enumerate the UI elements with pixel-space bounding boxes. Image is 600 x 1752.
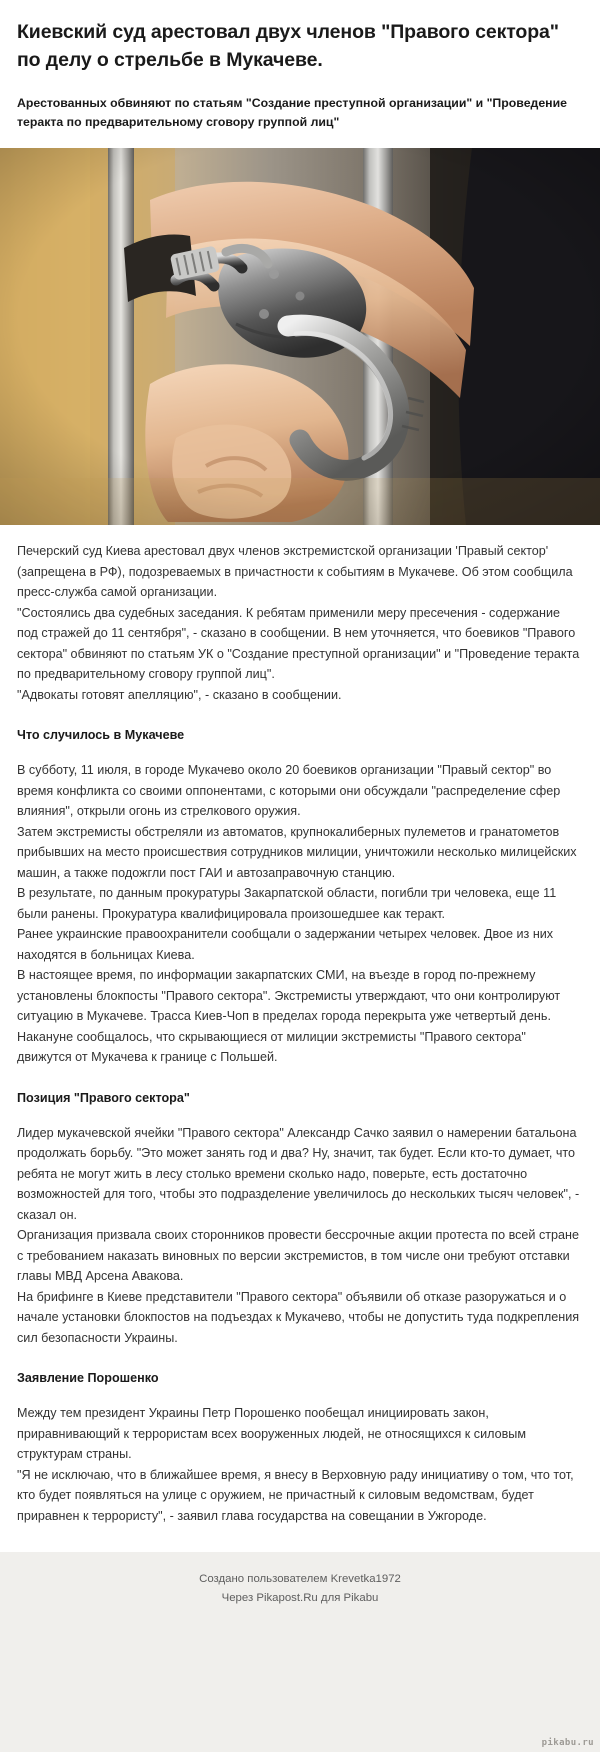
post-body bbox=[0, 525, 600, 1552]
section-heading-position: Позиция "Правого сектора" bbox=[17, 1090, 190, 1105]
section-spacer bbox=[17, 705, 583, 725]
post-footer bbox=[0, 1552, 600, 1752]
post-photo bbox=[0, 148, 600, 525]
post-header bbox=[0, 0, 600, 132]
paragraph: Ранее украинские правоохранители сообщали о задержании четырех человек. Двое из них находятся в больницах Киева. bbox=[17, 927, 554, 962]
paragraph: В субботу, 11 июля, в городе Мукачево около 20 боевиков организации "Правый сектор" во время конфликта со своими оппонентами, с которыми они обсуждали "распределение сфер влияния", открыли огонь из стрелкового оружия. bbox=[17, 763, 561, 818]
footer-author: Создано пользователем Krevetka1972 bbox=[199, 1573, 401, 1585]
post-subtitle: Арестованных обвиняют по статьям "Создание преступной организации" и "Проведение теракта по предварительному сговору группой лиц" bbox=[17, 96, 567, 129]
paragraph: "Я не исключаю, что в ближайшее время, я внесу в Верховную раду инициативу о том, что тот, кто будет появляться на улице с оружием, не причастный к силовым ведомствам, будет приравнен к террористу", - заявил глава государства на совещании в Ужгороде. bbox=[17, 1467, 574, 1523]
section-spacer bbox=[17, 1348, 583, 1368]
paragraph: "Состоялись два судебных заседания. К ребятам применили меру пресечения - содержание под стражей до 11 сентября", - сказано в сообщении. В нем уточняется, что боевиков "Правого сектора" обвиняют по статьям УК о "Создание преступной организации" и "Проведение теракта по предварительному сговору группой лиц". bbox=[17, 605, 580, 681]
paragraph: Затем экстремисты обстреляли из автоматов, крупнокалиберных пулеметов и гранатометов прибывших на место происшествия сотрудников милиции, уничтожили несколько милицейских машин, а также подожгли пост ГАИ и автозаправочную станцию. bbox=[17, 824, 577, 880]
section-heading-mukachevo: Что случилось в Мукачеве bbox=[17, 728, 185, 742]
paragraph: В результате, по данным прокуратуры Закарпатской области, погибли три человека, еще 11 были ранены. Прокуратура квалифицировала произошедшее как теракт. bbox=[17, 886, 557, 921]
paragraph: Накануне сообщалось, что скрывающиеся от милиции экстремисты "Правого сектора" движутся от Мукачева к границе с Польшей. bbox=[17, 1029, 526, 1064]
paragraph: На брифинге в Киеве представители "Правого сектора" объявили об отказе разоружаться и о начале установки блокпостов на подъездах к Мукачево, чтобы не допустить туда подкрепления сил безопасности Украины. bbox=[17, 1289, 580, 1345]
paragraph: В настоящее время, по информации закарпатских СМИ, на въезде в город по-прежнему установлены блокпосты "Правого сектора". Экстремисты утверждают, что они контролируют ситуацию в Мукачеве. Трасса Киев-Чоп в пределах города перекрыта уже четвертый день. bbox=[17, 968, 561, 1023]
paragraph: Между тем президент Украины Петр Порошенко пообещал инициировать закон, приравнивающий к террористам всех вооруженных людей, не относящихся к силовым структурам страны. bbox=[17, 1406, 526, 1461]
page-title: Киевский суд арестовал двух членов "Правого сектора" по делу о стрельбе в Мукачеве. bbox=[17, 21, 559, 71]
section-heading-poroshenko: Заявление Порошенко bbox=[17, 1371, 159, 1385]
footer-service: Через Pikapost.Ru для Pikabu bbox=[221, 1591, 379, 1604]
handcuffs-photo-illustration bbox=[0, 148, 600, 525]
heading-spacer bbox=[17, 745, 583, 760]
paragraph: "Адвокаты готовят апелляцию", - сказано в сообщении. bbox=[17, 687, 342, 702]
heading-spacer bbox=[17, 1108, 583, 1123]
pikabu-watermark: pikabu.ru bbox=[541, 1738, 594, 1748]
paragraph: Лидер мукачевской ячейки "Правого сектора" Александр Сачко заявил о намерении батальона продолжать борьбу. "Это может занять год и два? Ну, значит, так будет. Если кто-то думает, что ребята не могут жить в лесу столько времени сколько надо, поверьте, есть достаточно возможностей для того, чтобы это подразделение увеличилось до нескольких тысяч человек", - сказал он. bbox=[17, 1125, 580, 1222]
heading-spacer bbox=[17, 1388, 583, 1403]
paragraph: Организация призвала своих сторонников провести бессрочные акции протеста по всей стране с требованием наказать виновных по версии экстремистов, в том числе они требуют отставки главы МВД Арсена Авакова. bbox=[17, 1228, 579, 1283]
section-spacer bbox=[17, 1068, 583, 1088]
paragraph: Печерский суд Киева арестовал двух членов экстремистской организации 'Правый сектор' (запрещена в РФ), подозреваемых в причастности к событиям в Мукачеве. Об этом сообщила пресс-служба самой организации. bbox=[17, 544, 573, 599]
